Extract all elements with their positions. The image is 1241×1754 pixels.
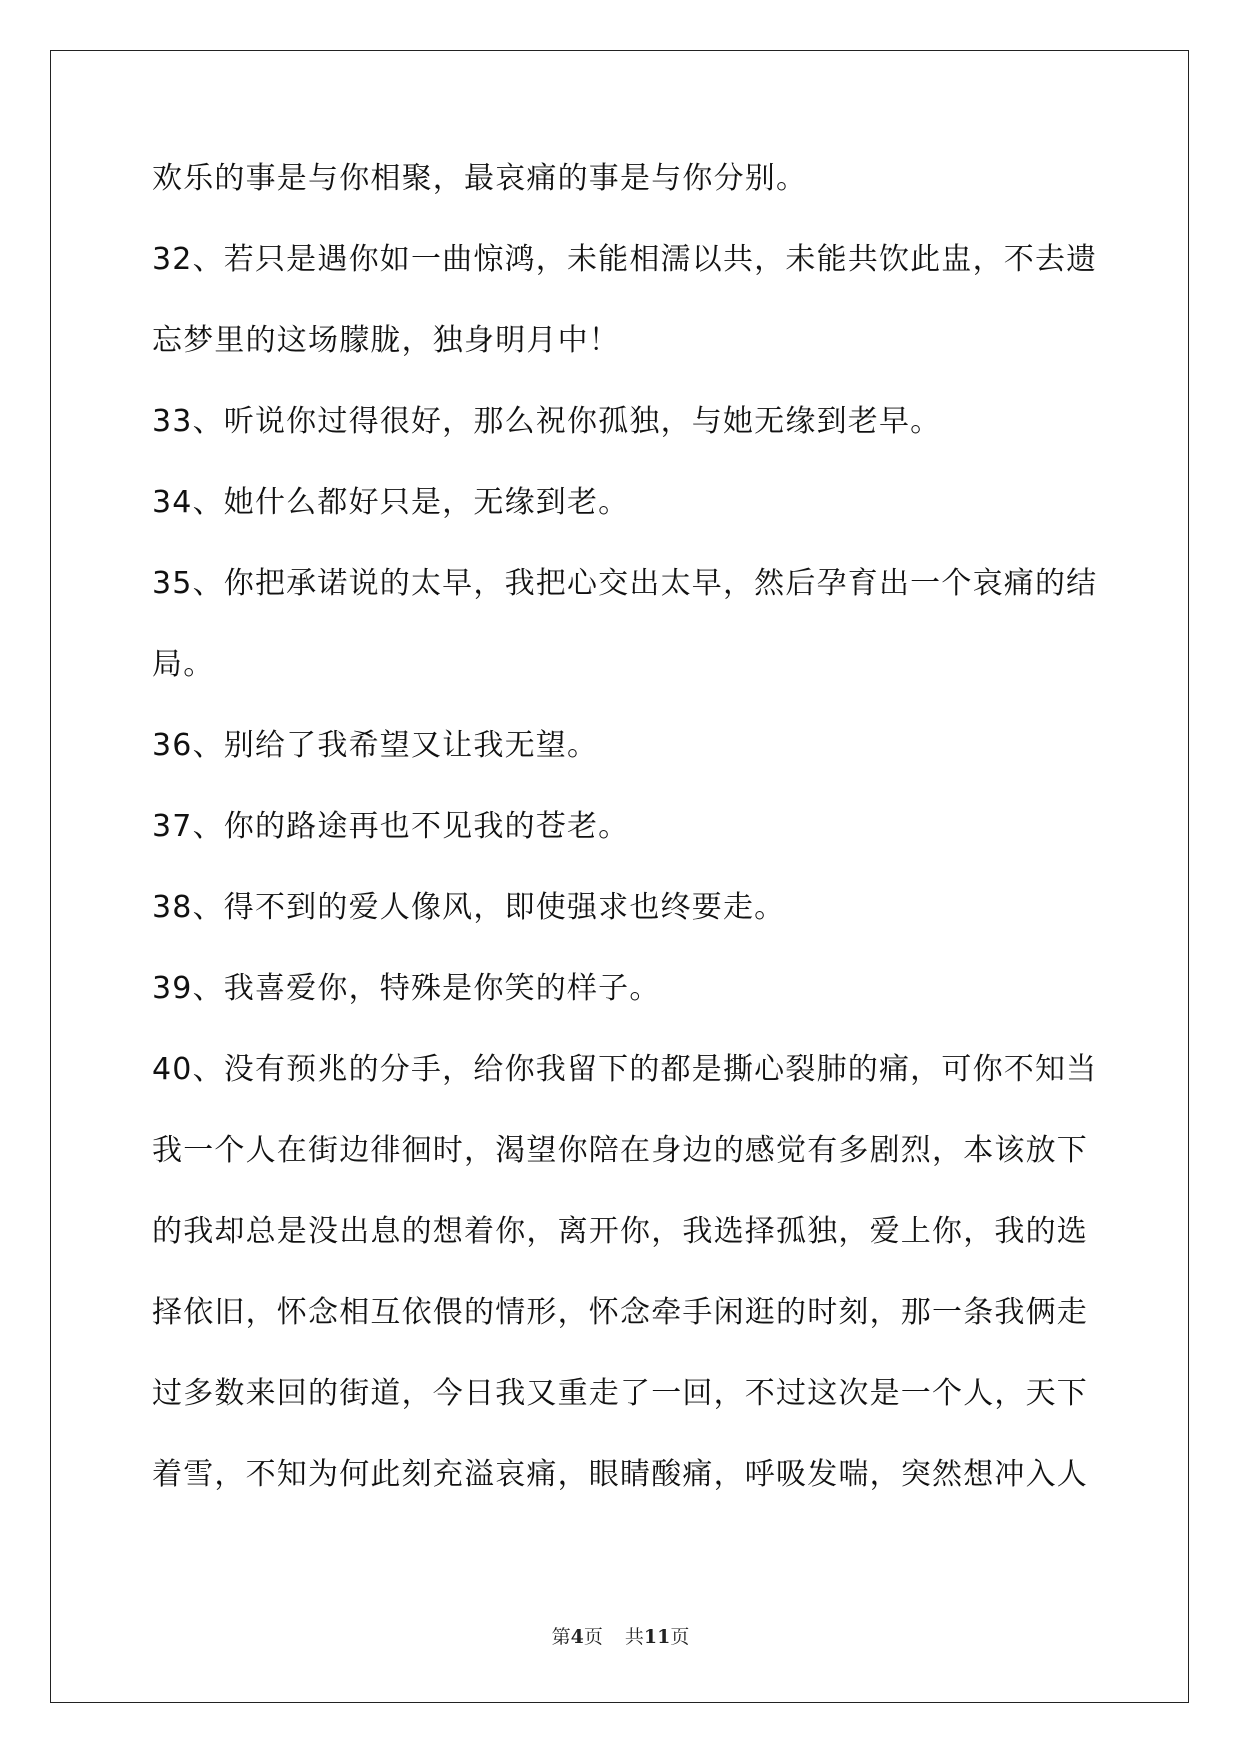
text-line: 40、没有预兆的分手，给你我留下的都是撕心裂肺的痛，可你不知当 — [152, 1052, 1098, 1087]
page-suffix: 页 — [583, 1626, 603, 1648]
text-line: 35、你把承诺说的太早，我把心交出太早，然后孕育出一个哀痛的结 — [152, 566, 1098, 601]
text-line: 欢乐的事是与你相聚，最哀痛的事是与你分别。 — [152, 161, 808, 196]
page-prefix: 第 — [551, 1626, 571, 1648]
text-line: 择依旧，怀念相互依偎的情形，怀念牵手闲逛的时刻，那一条我俩走 — [152, 1295, 1088, 1330]
total-prefix: 共 — [624, 1626, 644, 1648]
text-line: 忘梦里的这场朦胧，独身明月中！ — [152, 323, 620, 358]
total-suffix: 页 — [670, 1626, 690, 1648]
text-line: 36、别给了我希望又让我无望。 — [152, 728, 599, 763]
text-line: 39、我喜爱你，特殊是你笑的样子。 — [152, 971, 661, 1006]
text-line: 32、若只是遇你如一曲惊鸿，未能相濡以共，未能共饮此盅，不去遗 — [152, 242, 1098, 277]
text-line: 37、你的路途再也不见我的苍老。 — [152, 809, 630, 844]
page-number: 4 — [570, 1626, 584, 1648]
text-line: 我一个人在街边徘徊时，渴望你陪在身边的感觉有多剧烈，本该放下 — [152, 1133, 1088, 1168]
document-body — [152, 160, 1098, 1537]
total-pages: 11 — [643, 1626, 671, 1648]
page-footer — [0, 1622, 1241, 1649]
text-line: 33、听说你过得很好，那么祝你孤独，与她无缘到老早。 — [152, 404, 942, 439]
text-line: 着雪，不知为何此刻充溢哀痛，眼睛酸痛，呼吸发喘，突然想冲入人 — [152, 1457, 1088, 1492]
text-line: 局。 — [152, 647, 215, 682]
text-line: 38、得不到的爱人像风，即使强求也终要走。 — [152, 890, 786, 925]
text-line: 34、她什么都好只是，无缘到老。 — [152, 485, 630, 520]
text-line: 的我却总是没出息的想着你，离开你，我选择孤独，爱上你，我的选 — [152, 1214, 1088, 1249]
text-line: 过多数来回的街道，今日我又重走了一回，不过这次是一个人，天下 — [152, 1376, 1088, 1411]
